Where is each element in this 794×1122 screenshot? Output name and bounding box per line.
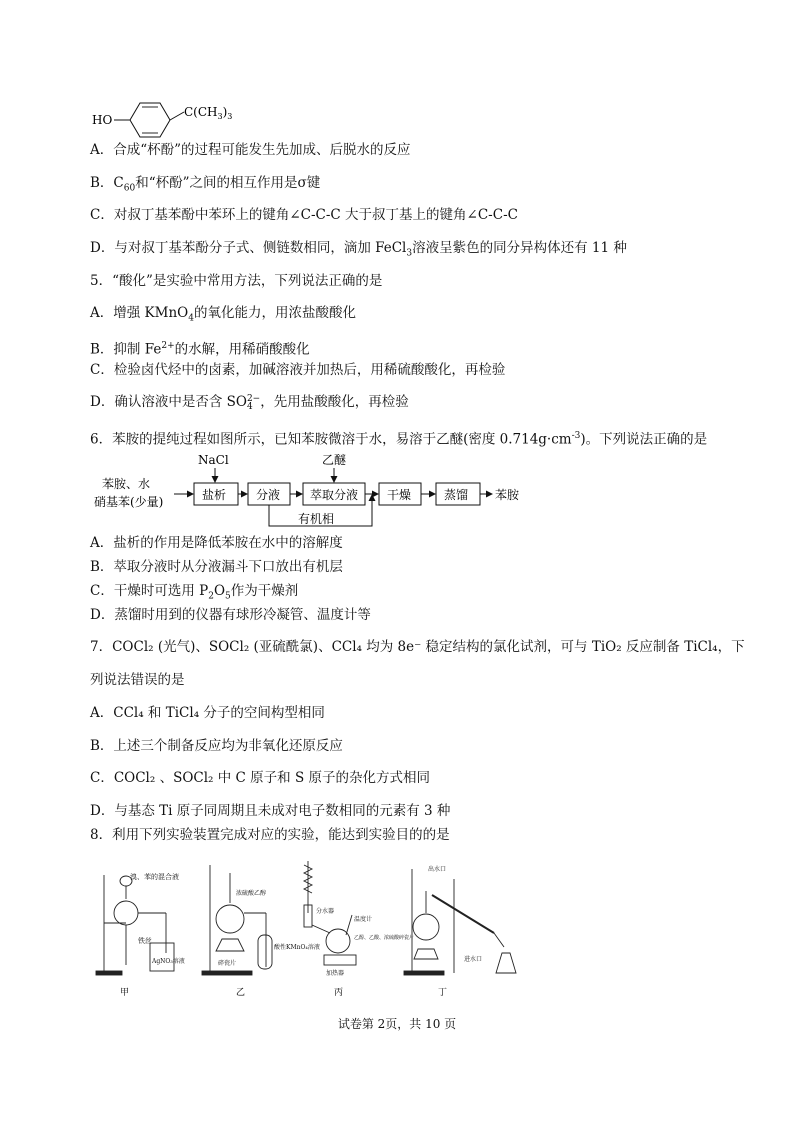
flow-step-drying: 干燥 [387, 488, 412, 502]
caption-ding: 丁 [438, 988, 448, 998]
bing-label-separator: 分水器 [316, 908, 335, 915]
q7-option-c: C．COCl₂ 、SOCl₂ 中 C 原子和 S 原子的杂化方式相同 [90, 770, 430, 786]
flow-ether: 乙醚 [322, 453, 347, 467]
q5-option-c: C．检验卤代烃中的卤素，加碱溶液并加热后，用稀硫酸酸化，再检验 [90, 362, 506, 378]
q6-option-b: B．萃取分液时从分液漏斗下口放出有机层 [90, 559, 343, 575]
apparatus-bing [304, 861, 414, 977]
yi-label-chips: 碎瓷片 [218, 960, 237, 967]
flow-organic-phase: 有机相 [298, 512, 335, 526]
page-footer: 试卷第 2页，共 10 页 [337, 1017, 457, 1031]
q6-option-c: C．干燥时可选用 $P_2O_5$作为干燥剂 [90, 583, 299, 602]
q7-stem-line2: 列说法错误的是 [90, 672, 185, 688]
bing-label-mixture: 乙醇、乙酸、浓硫酸碎瓷片 [354, 935, 415, 941]
q6-option-a: A．盐析的作用是降低苯胺在水中的溶解度 [90, 535, 343, 551]
flow-input-1: 苯胺、水 [102, 477, 151, 491]
q5-option-b: B．抑制 $Fe^{2+}$的水解，用稀硝酸酸化 [90, 341, 310, 358]
apparatus-jia [96, 872, 185, 975]
flow-input-2: 硝基苯(少量) [94, 495, 164, 509]
ho-label: HO [92, 113, 113, 127]
q7-option-b: B．上述三个制备反应均为非氧化还原反应 [90, 738, 343, 754]
flow-step-separation: 分液 [256, 488, 281, 502]
q7-option-a: A．CCl₄ 和 TiCl₄ 分子的空间构型相同 [90, 705, 325, 721]
tert-butylphenol-structure [92, 98, 282, 140]
jia-label-agno3: AgNO₃溶液 [152, 958, 185, 965]
yi-label-acid: 浓硫酸乙醇 [236, 890, 267, 897]
caption-yi: 乙 [236, 988, 246, 998]
q4-option-d: D．与对叔丁基苯酚分子式、侧链数相同，滴加 FeCl$_3$溶液呈紫色的同分异构体还有 11 种 [90, 240, 627, 259]
q8-stem: 8．利用下列实验装置完成对应的实验，能达到实验目的的是 [90, 827, 450, 843]
lab-apparatus-figure [90, 855, 530, 1005]
flow-nacl: NaCl [198, 453, 229, 467]
flow-product: 苯胺 [495, 488, 520, 502]
q5-stem: 5．“酸化”是实验中常用方法，下列说法正确的是 [90, 273, 383, 289]
q4-option-c: C．对叔丁基苯酚中苯环上的键角∠C-C-C 大于叔丁基上的键角∠C-C-C [90, 207, 518, 223]
q5-option-d: D．确认溶液中是否含 SO 2− 4 ，先用盐酸酸化，再检验 [90, 393, 409, 412]
apparatus-yi [202, 865, 320, 975]
apparatus-ding [404, 865, 516, 975]
q6-option-d: D．蒸馏时用到的仪器有球形冷凝管、温度计等 [90, 607, 371, 623]
q7-option-d: D．与基态 Ti 原子同周期且未成对电子数相同的元素有 3 种 [90, 803, 451, 819]
svg-text:C(CH3)3: $C(CH_3)_3$ [184, 105, 233, 121]
ding-label-inlet: 进水口 [464, 956, 483, 963]
caption-jia: 甲 [120, 988, 130, 998]
q4-option-b: B．$C_{60}$和“杯酚”之间的相互作用是σ键 [90, 175, 321, 194]
jia-label-mixture: 溴、苯的混合液 [130, 873, 179, 881]
flow-step-salting: 盐析 [202, 488, 227, 502]
yi-label-kmno4: 酸性KMnO₄溶液 [274, 944, 320, 951]
jia-label-iron: 铁丝 [138, 937, 152, 945]
purification-flowchart [90, 448, 650, 534]
bing-label-heater: 加热器 [326, 970, 345, 977]
bing-label-thermometer: 温度计 [354, 916, 373, 923]
caption-bing: 丙 [334, 988, 344, 998]
q7-stem-line1: 7．COCl₂ (光气)、SOCl₂ (亚硫酰氯)、CCl₄ 均为 8e⁻ 稳定结构的氯化试剂，可与 TiO₂ 反应制备 TiCl₄，下 [90, 639, 745, 655]
flow-step-distillation: 蒸馏 [444, 488, 469, 502]
q5-option-a: A．增强 KMnO$_4$的氧化能力，用浓盐酸酸化 [90, 305, 356, 324]
q6-stem: 6．苯胺的提纯过程如图所示，已知苯胺微溶于水，易溶于乙醚(密度 $0.714g\cdot cm^{-3}$)。下列说法正确的是 [90, 431, 708, 448]
q4-option-a: A．合成“杯酚”的过程可能发生先加成、后脱水的反应 [90, 142, 411, 158]
ding-label-outlet: 出水口 [428, 866, 447, 873]
flow-step-extraction: 萃取分液 [310, 488, 359, 502]
